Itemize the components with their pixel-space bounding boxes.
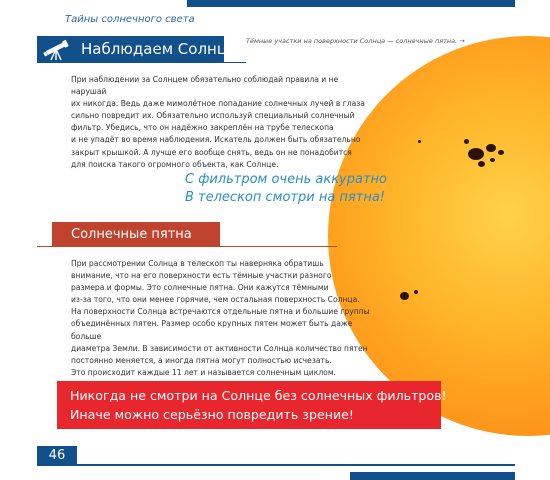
text-line: для поиска такого огромного объекта, как Солнце.	[71, 159, 279, 169]
bottom-decor-bar	[350, 472, 515, 480]
sunspots-paragraph	[71, 258, 371, 379]
bottom-rule	[37, 464, 515, 466]
warning-line: Иначе можно серьёзно повредить зрение!	[70, 407, 354, 422]
image-caption: Тёмные участки на поверхности Солнца — солнечные пятна. →	[246, 37, 465, 45]
text-line: объединённых пятен. Размер особо крупных пятен может быть даже больше	[71, 319, 353, 341]
sunspot	[418, 140, 421, 143]
text-line: их никогда. Ведь даже мимолётное попадание солнечных лучей в глаза	[71, 99, 365, 109]
heading-rule	[37, 246, 337, 247]
observe-paragraph	[71, 74, 371, 171]
text-line: фильтр. Убедись, что он надёжно закреплён на трубе телескопа	[71, 123, 334, 133]
text-line: постоянно меняется, а иногда пятна могут полностью исчезать.	[71, 355, 332, 365]
text-line: размера и формы. Это солнечные пятна. Они кажутся тёмными	[71, 283, 329, 293]
section-heading-sunspots-text: Солнечные пятна	[71, 227, 192, 242]
handwritten-note-line: С фильтром очень аккуратно	[185, 172, 387, 187]
top-decor-bar	[187, 0, 515, 7]
heading-rule	[224, 62, 246, 63]
handwritten-note-line: В телескоп смотри на пятна!	[185, 190, 385, 205]
section-heading-observe-text: Наблюдаем Солнце	[81, 40, 237, 58]
warning-box	[57, 381, 447, 429]
text-line: При наблюдении за Солнцем обязательно соблюдай правила и не нарушай	[71, 75, 339, 97]
running-title: Тайны солнечного света	[65, 14, 195, 25]
sunspot	[464, 139, 469, 144]
sunspot	[400, 292, 409, 300]
telescope-icon	[43, 39, 71, 61]
page-number: 46	[48, 448, 66, 463]
sunspot	[468, 148, 484, 160]
section-heading-observe	[37, 36, 237, 63]
text-line: из-за того, что они менее горячие, чем остальная поверхность Солнца.	[71, 295, 360, 305]
warning-line: Никогда не смотри на Солнце без солнечных фильтров!	[70, 388, 447, 403]
text-line: и не упадёт во время наблюдения. Искатель должен быть обязательно	[71, 135, 361, 145]
sunspot	[486, 144, 496, 152]
text-line: Это происходит каждые 11 лет и называется солнечным циклом.	[71, 367, 336, 377]
text-line: сильно повредит их. Обязательно используй специальный солнечный	[71, 111, 355, 121]
text-line: закрыт крышкой. А лучше его вообще снять, ведь он не понадобится	[71, 147, 352, 157]
page-number-box	[37, 446, 77, 465]
text-line: диаметра Земли. В зависимости от активности Солнца количество пятен	[71, 343, 368, 353]
handwritten-note	[185, 171, 387, 207]
sunspot	[498, 150, 504, 155]
sunspot	[478, 161, 485, 167]
sunspot	[414, 290, 418, 294]
section-heading-sunspots	[52, 222, 220, 247]
text-line: На поверхности Солнца встречаются отдельные пятна и большие группы	[71, 307, 370, 317]
sunspot	[490, 158, 495, 162]
text-line: При рассмотрении Солнца в телескоп ты наверняка обратишь	[71, 259, 324, 268]
text-line: внимание, что на его поверхности есть тёмные участки разного	[71, 271, 332, 281]
